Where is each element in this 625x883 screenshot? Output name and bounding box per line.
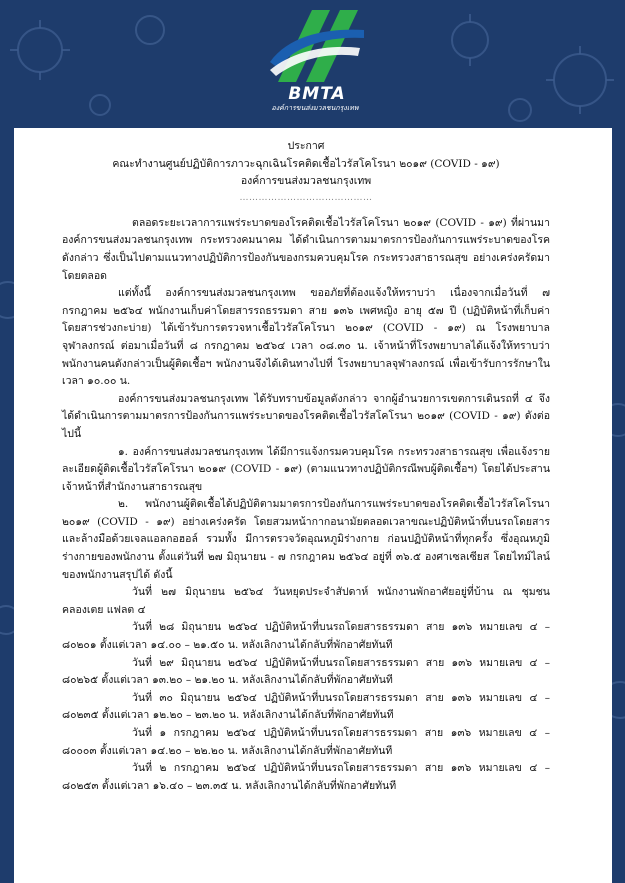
timeline-item: วันที่ ๓๐ มิถุนายน ๒๕๖๔ ปฏิบัติหน้าที่บนรถโดยสารธรรมดา สาย ๑๓๖ หมายเลข ๔ – ๘๐๒๓๕ ตั้งแต่เวลา ๑๒.๒๐ – ๒๓.๒๐ น. หลังเลิกงานได้กลับที่พักอาศัยทันที xyxy=(62,691,550,722)
timeline-item: วันที่ ๒๙ มิถุนายน ๒๕๖๔ ปฏิบัติหน้าที่บนรถโดยสารธรรมดา สาย ๑๓๖ หมายเลข ๔ – ๘๐๒๖๕ ตั้งแต่เวลา ๑๓.๒๐ – ๒๑.๒๐ น. หลังเลิกงานได้กลับที่พักอาศัยทันที xyxy=(62,656,550,687)
paragraph-item-2: ๒. พนักงานผู้ติดเชื้อได้ปฏิบัติตามมาตรการป้องกันการแพร่ระบาดของโรคติดเชื้อไวรัสโคโรนา ๒๐๑๙ (COVID - ๑๙) อย่างเคร่งครัด โดยสวมหน้ากากอนามัยตลอดเวลาขณะปฏิบัติหน้าที่บนรถโดยสาร และล้างมือด้วยเจลแอลกอฮอล์ รวมทั้ง มีการตรวจวัดอุณหภูมิร่างกาย ก่อนปฏิบัติหน้าที่ทุกครั้ง ซึ่งอุณหภูมิร่างกายของพนักงาน ตั้งแต่วันที่ ๒๗ มิถุนายน - ๗ กรกฎาคม ๒๕๖๔ อยู่ที่ ๓๖.๕ องศาเซลเซียส โดยไทม์ไลน์ของพนักงานสรุปได้ ดังนี้ xyxy=(62,498,550,581)
doc-organization: องค์การขนส่งมวลชนกรุงเทพ xyxy=(240,175,372,188)
doc-heading: ประกาศ xyxy=(287,140,325,152)
paragraph-item-1: ๑. องค์การขนส่งมวลชนกรุงเทพ ได้มีการแจ้งกรมควบคุมโรค กระทรวงสาธารณสุข เพื่อแจ้งรายละเอียดผู้ติดเชื้อไวรัสโคโรนา ๒๐๑๙ (COVID - ๑๙) (ตามแนวทางปฏิบัติกรณีพบผู้ติดเชื้อฯ) โดยได้ประสานเจ้าหน้าที่สำนักงานสาธารณสุข xyxy=(62,445,550,493)
separator: …………………………………… xyxy=(239,192,373,203)
announcement-document xyxy=(62,138,550,795)
timeline-item: วันที่ ๒๗ มิถุนายน ๒๕๖๔ วันหยุดประจำสัปดาห์ พนักงานพักอาศัยอยู่ที่บ้าน ณ ชุมชนคลองเตย แฟลต ๔ xyxy=(62,586,550,616)
bmta-logo-icon xyxy=(260,4,370,88)
brand-name: BMTA xyxy=(288,84,346,104)
brand-subtitle: องค์การขนส่งมวลชนกรุงเทพ xyxy=(271,104,359,112)
timeline-item: วันที่ ๒ กรกฎาคม ๒๕๖๔ ปฏิบัติหน้าที่บนรถโดยสารธรรมดา สาย ๑๓๖ หมายเลข ๔ – ๘๐๒๕๓ ตั้งแต่เวลา ๑๖.๔๐ – ๒๓.๓๕ น. หลังเลิกงานได้กลับที่พักอาศัยทันที xyxy=(62,762,550,792)
paragraph-actions: องค์การขนส่งมวลชนกรุงเทพ ได้รับทราบข้อมูลดังกล่าว จากผู้อำนวยการเขตการเดินรถที่ ๔ จึงได้ดำเนินการตามมาตรการป้องกันการแพร่ระบาดของโรคติดเชื้อไวรัสโคโรนา ๒๐๑๙ (COVID - ๑๙) ดังต่อไปนี้ xyxy=(62,392,550,440)
paragraph-intro: ตลอดระยะเวลาการแพร่ระบาดของโรคติดเชื้อไวรัสโคโรนา ๒๐๑๙ (COVID - ๑๙) ที่ผ่านมาองค์การขนส่งมวลชนกรุงเทพ กระทรวงคมนาคม ได้ดำเนินการตามมาตรการป้องกันการแพร่ระบาดของโรคดังกล่าว ซึ่งเป็นไปตามแนวทางปฏิบัติการป้องกันของกรมควบคุมโรค กระทรวงสาธารณสุข อย่างเคร่งครัดมาโดยตลอด xyxy=(62,216,550,282)
timeline-item: วันที่ ๒๘ มิถุนายน ๒๕๖๔ ปฏิบัติหน้าที่บนรถโดยสารธรรมดา สาย ๑๓๖ หมายเลข ๔ – ๘๐๒๐๑ ตั้งแต่เวลา ๑๔.๐๐ – ๒๑.๕๐ น. หลังเลิกงานได้กลับที่พักอาศัยทันที xyxy=(62,621,550,652)
doc-subheading: คณะทำงานศูนย์ปฏิบัติการภาวะฉุกเฉินโรคติดเชื้อไวรัสโคโรนา ๒๐๑๙ (COVID - ๑๙) xyxy=(112,157,500,170)
paragraph-incident: แต่ทั้งนี้ องค์การขนส่งมวลชนกรุงเทพ ขออภัยที่ต้องแจ้งให้ทราบว่า เนื่องจากเมื่อวันที่ ๗ กรกฎาคม ๒๕๖๔ พนักงานเก็บค่าโดยสารรถธรรมดา สาย ๑๓๖ เพศหญิง อายุ ๕๗ ปี (ปฏิบัติหน้าที่เก็บค่าโดยสารช่วงกะบ่าย) ได้เข้ารับการตรวจหาเชื้อไวรัสโคโรนา ๒๐๑๙ (COVID - ๑๙) ณ โรงพยาบาลจุฬาลงกรณ์ ต่อมาเมื่อวันที่ ๘ กรกฎาคม ๒๕๖๔ เวลา ๐๘.๓๐ น. เจ้าหน้าที่โรงพยาบาลได้แจ้งให้ทราบว่าพนักงานคนดังกล่าวเป็นผู้ติดเชื้อฯ พนักงานจึงได้เดินทางไปที่ โรงพยาบาลจุฬาลงกรณ์ เพื่อเข้ารับการรักษาในเวลา ๑๐.๐๐ น. xyxy=(62,287,550,388)
header-banner xyxy=(0,0,625,128)
timeline-item: วันที่ ๑ กรกฎาคม ๒๕๖๔ ปฏิบัติหน้าที่บนรถโดยสารธรรมดา สาย ๑๓๖ หมายเลข ๔ – ๘๐๐๐๓ ตั้งแต่เวลา ๑๔.๒๐ – ๒๒.๒๐ น. หลังเลิกงานได้กลับที่พักอาศัยทันที xyxy=(62,727,550,757)
